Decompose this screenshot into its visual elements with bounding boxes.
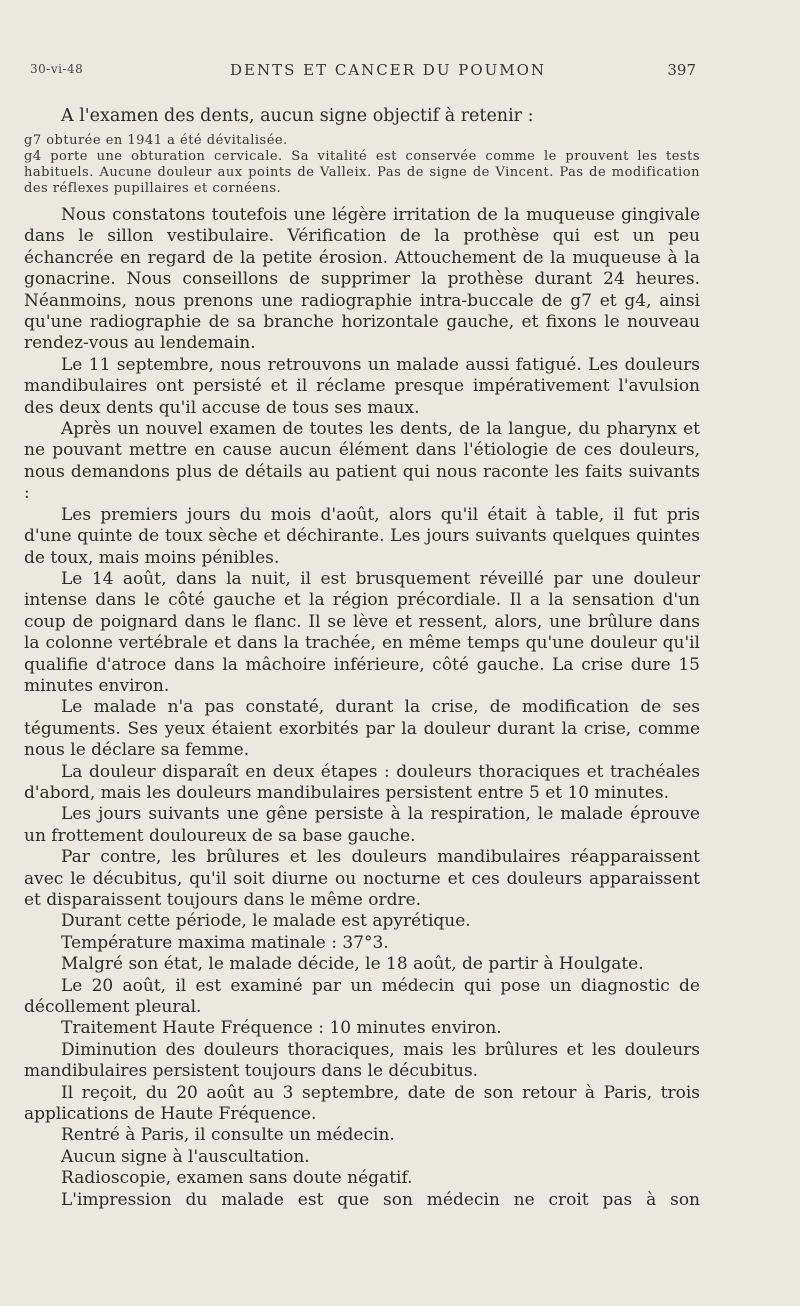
paragraph: Rentré à Paris, il consulte un médecin. <box>61 1125 395 1146</box>
paragraph: Le 11 septembre, nous retrouvons un malade aussi fatigué. Les douleurs mandibulaires ont persisté et il réclame presque impérativement l'avulsion des deux dents qu'il accuse de tous ses maux. <box>24 354 700 418</box>
body-text <box>24 205 700 1211</box>
paragraph: Les jours suivants une gêne persiste à la respiration, le malade éprouve un frottement douloureux de sa base gauche. <box>24 804 700 846</box>
paragraph: Température maxima matinale : 37°3. <box>61 932 389 953</box>
paragraph: La douleur disparaît en deux étapes : douleurs thoraciques et trachéales d'abord, mais les douleurs mandibulaires persistent entre 5 et 10 minutes. <box>24 761 700 803</box>
exam-notes <box>24 133 700 197</box>
paragraph: Aucun signe à l'auscultation. <box>61 1146 310 1167</box>
note-paragraph: g7 obturée en 1941 a été dévitalisée. <box>24 133 288 148</box>
paragraph: Traitement Haute Fréquence : 10 minutes environ. <box>61 1018 502 1039</box>
paragraph: Les premiers jours du mois d'août, alors qu'il était à table, il fut pris d'une quinte de toux sèche et déchirante. Les jours suivants quelques quintes de toux, mais moins pénibles. <box>24 504 700 568</box>
intro-paragraph: A l'examen des dents, aucun signe objectif à retenir : <box>61 106 534 126</box>
paragraph: Par contre, les brûlures et les douleurs mandibulaires réapparaissent avec le décubitus, qu'il soit diurne ou nocturne et ces douleurs apparaissent et disparaissent toujours dans le même ordre. <box>24 847 700 910</box>
paragraph: Le malade n'a pas constaté, durant la crise, de modification de ses téguments. Ses yeux étaient exorbités par la douleur durant la crise, comme nous le déclare sa femme. <box>24 697 700 761</box>
paragraph: Nous constatons toutefois une légère irritation de la muqueuse gingivale dans le sillon vestibulaire. Vérification de la prothèse qui est un peu échancrée en regard de la petite érosion. Attouchement de la muqueuse à la gonacrine. Nous conseillons de supprimer la prothèse durant 24 heures. Néanmoins, nous prenons une radiographie intra-buccale de g7 et g4, ainsi qu'une radiographie de sa branche horizontale gauche, et fixons le nouveau rendez-vous au lendemain. <box>24 205 700 354</box>
page-number: 397 <box>667 61 696 79</box>
paragraph: Le 20 août, il est examiné par un médecin qui pose un diagnostic de décollement pleural. <box>24 975 700 1018</box>
paragraph: Après un nouvel examen de toutes les dents, de la langue, du pharynx et ne pouvant mettre en cause aucun élément dans l'étiologie de ces douleurs, nous demandons plus de détails au patient qui nous raconte les faits suivants : <box>24 419 700 504</box>
paragraph: Malgré son état, le malade décide, le 18 août, de partir à Houlgate. <box>61 954 644 975</box>
running-header <box>30 62 696 84</box>
paragraph: Le 14 août, dans la nuit, il est brusquement réveillé par une douleur intense dans le côté gauche et la région précordiale. Il a la sensation d'un coup de poignard dans le flanc. Il se lève et ressent, alors, une brûlure dans la colonne vertébrale et dans la trachée, en même temps qu'une douleur qu'il qualifie d'atroce dans la mâchoire inférieure, côté gauche. La crise dure 15 minutes environ. <box>24 568 700 696</box>
paragraph: Durant cette période, le malade est apyrétique. <box>61 911 471 932</box>
paragraph: Radioscopie, examen sans doute négatif. <box>61 1168 413 1189</box>
paragraph: Diminution des douleurs thoraciques, mais les brûlures et les douleurs mandibulaires persistent toujours dans le décubitus. <box>24 1039 700 1082</box>
paragraph: Il reçoit, du 20 août au 3 septembre, date de son retour à Paris, trois applications de Haute Fréquence. <box>24 1082 700 1125</box>
running-title: DENTS ET CANCER DU POUMON <box>230 61 547 79</box>
paragraph: L'impression du malade est que son médecin ne croit pas à son <box>61 1189 700 1210</box>
page-content <box>24 105 700 1211</box>
note-paragraph: g4 porte une obturation cervicale. Sa vitalité est conservée comme le prouvent les tests habituels. Aucune douleur aux points de Valleix. Pas de signe de Vincent. Pas de modification des réflexes pupillaires et cornéens. <box>24 149 700 196</box>
header-code: 30-vi-48 <box>30 62 84 76</box>
